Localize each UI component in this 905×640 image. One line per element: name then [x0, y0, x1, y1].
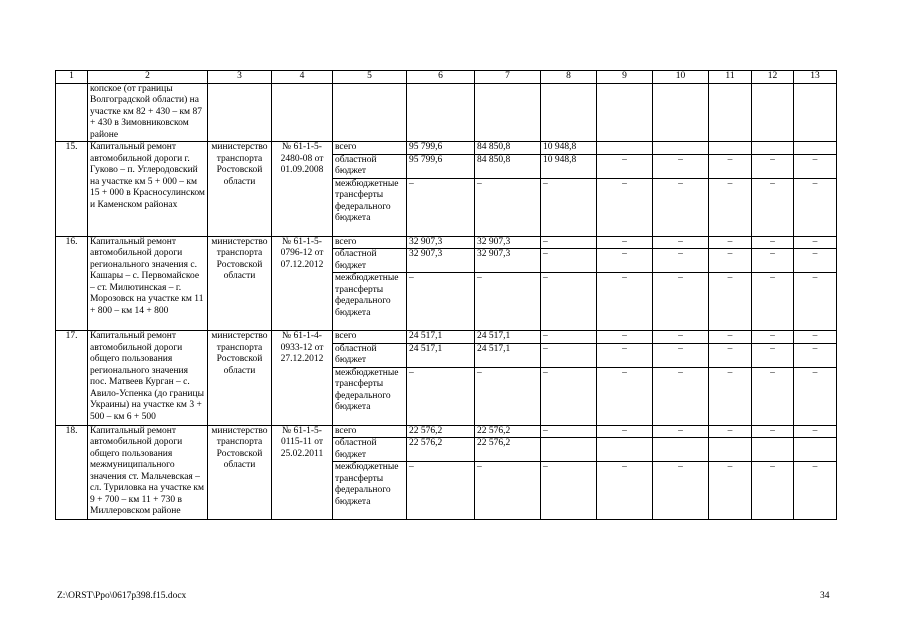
- header-cell: 1: [56, 71, 88, 84]
- amount-cell: 10 948,8: [541, 154, 597, 178]
- amount-cell: –: [709, 367, 752, 425]
- amount-cell: –: [541, 462, 597, 520]
- amount-cell: –: [752, 273, 794, 331]
- amount-cell: 32 907,3: [407, 236, 475, 249]
- amount-cell: –: [541, 343, 597, 367]
- empty-cell: [653, 83, 709, 142]
- amount-cell: –: [541, 367, 597, 425]
- document-cell: № 61-1-4-0933-12 от 27.12.2012: [272, 331, 333, 426]
- header-cell: 5: [333, 71, 407, 84]
- funding-source-cell: областной бюджет: [333, 343, 407, 367]
- funding-source-cell: областной бюджет: [333, 154, 407, 178]
- amount-cell: [597, 142, 653, 155]
- funding-source-cell: всего: [333, 425, 407, 438]
- amount-cell: [794, 142, 837, 155]
- header-cell: 3: [208, 71, 272, 84]
- header-cell: 10: [653, 71, 709, 84]
- row-number-cell: 18.: [56, 425, 88, 520]
- amount-cell: –: [597, 367, 653, 425]
- document-cell: № 61-1-5-0796-12 от 07.12.2012: [272, 236, 333, 331]
- amount-cell: –: [752, 343, 794, 367]
- amount-cell: –: [475, 367, 541, 425]
- table-row: [56, 236, 837, 249]
- organization-cell: министерство транспорта Ростовской области: [208, 425, 272, 520]
- amount-cell: –: [709, 178, 752, 236]
- amount-cell: –: [597, 154, 653, 178]
- amount-cell: –: [752, 249, 794, 273]
- amount-cell: –: [597, 249, 653, 273]
- amount-cell: –: [709, 154, 752, 178]
- document-cell: № 61-1-5-0115-11 от 25.02.2011: [272, 425, 333, 520]
- funding-source-cell: межбюджетные трансферты федерального бюджета: [333, 462, 407, 520]
- header-cell: 12: [752, 71, 794, 84]
- amount-cell: 10 948,8: [541, 142, 597, 155]
- amount-cell: 24 517,1: [475, 331, 541, 344]
- amount-cell: [709, 438, 752, 462]
- amount-cell: –: [597, 236, 653, 249]
- amount-cell: 22 576,2: [475, 425, 541, 438]
- amount-cell: –: [653, 154, 709, 178]
- amount-cell: [752, 438, 794, 462]
- amount-cell: –: [752, 367, 794, 425]
- amount-cell: –: [709, 236, 752, 249]
- amount-cell: [752, 142, 794, 155]
- amount-cell: –: [709, 331, 752, 344]
- funding-source-cell: межбюджетные трансферты федерального бюджета: [333, 178, 407, 236]
- document-cell: № 61-1-5-2480-08 от 01.09.2008: [272, 142, 333, 237]
- funding-source-cell: всего: [333, 142, 407, 155]
- amount-cell: –: [752, 462, 794, 520]
- amount-cell: 32 907,3: [475, 236, 541, 249]
- header-row: [56, 71, 837, 84]
- amount-cell: –: [794, 154, 837, 178]
- object-name-cell: Капитальный ремонт автомобильной дороги г. Гуково – п. Углеродовский на участке км 5 + 000 – км 15 + 000 в Красносулинском и Каменском районах: [88, 142, 208, 237]
- amount-cell: 22 576,2: [475, 438, 541, 462]
- amount-cell: 95 799,6: [407, 154, 475, 178]
- amount-cell: –: [653, 273, 709, 331]
- amount-cell: –: [752, 331, 794, 344]
- amount-cell: –: [752, 236, 794, 249]
- row-number-cell: [56, 83, 88, 142]
- budget-table: [55, 70, 837, 520]
- amount-cell: –: [597, 425, 653, 438]
- amount-cell: –: [794, 273, 837, 331]
- organization-cell: министерство транспорта Ростовской области: [208, 331, 272, 426]
- amount-cell: –: [709, 462, 752, 520]
- empty-cell: [333, 83, 407, 142]
- amount-cell: –: [541, 331, 597, 344]
- amount-cell: –: [541, 425, 597, 438]
- amount-cell: [541, 438, 597, 462]
- amount-cell: –: [475, 178, 541, 236]
- amount-cell: [709, 142, 752, 155]
- header-cell: 11: [709, 71, 752, 84]
- amount-cell: –: [597, 462, 653, 520]
- amount-cell: –: [597, 343, 653, 367]
- amount-cell: –: [794, 236, 837, 249]
- header-cell: 4: [272, 71, 333, 84]
- amount-cell: 24 517,1: [407, 343, 475, 367]
- header-cell: 13: [794, 71, 837, 84]
- table-row: [56, 331, 837, 344]
- amount-cell: –: [653, 249, 709, 273]
- file-path: Z:\ORST\Ppo\0617p398.f15.docx: [57, 591, 187, 601]
- amount-cell: –: [709, 425, 752, 438]
- amount-cell: –: [541, 236, 597, 249]
- continuation-row: [56, 83, 837, 142]
- row-number-cell: 17.: [56, 331, 88, 426]
- amount-cell: –: [794, 249, 837, 273]
- header-cell: 6: [407, 71, 475, 84]
- amount-cell: 32 907,3: [475, 249, 541, 273]
- empty-cell: [208, 83, 272, 142]
- funding-source-cell: межбюджетные трансферты федерального бюджета: [333, 367, 407, 425]
- empty-cell: [709, 83, 752, 142]
- amount-cell: –: [653, 343, 709, 367]
- amount-cell: –: [709, 343, 752, 367]
- amount-cell: –: [752, 178, 794, 236]
- object-name-cell: копское (от границы Волгоградской области) на участке км 82 + 430 – км 87 + 430 в Зимовниковском районе: [88, 83, 208, 142]
- amount-cell: 84 850,8: [475, 142, 541, 155]
- amount-cell: –: [752, 425, 794, 438]
- amount-cell: [794, 438, 837, 462]
- amount-cell: 24 517,1: [475, 343, 541, 367]
- header-cell: 2: [88, 71, 208, 84]
- row-number-cell: 16.: [56, 236, 88, 331]
- amount-cell: –: [709, 249, 752, 273]
- object-name-cell: Капитальный ремонт автомобильной дороги общего пользования регионального значения пос. Матвеев Курган – с. Авило-Успенка (до границы Украины) на участке км 3 + 500 – км 6 + 500: [88, 331, 208, 426]
- organization-cell: министерство транспорта Ростовской области: [208, 142, 272, 237]
- amount-cell: –: [752, 154, 794, 178]
- funding-source-cell: всего: [333, 236, 407, 249]
- amount-cell: [653, 438, 709, 462]
- empty-cell: [794, 83, 837, 142]
- amount-cell: 84 850,8: [475, 154, 541, 178]
- amount-cell: –: [597, 331, 653, 344]
- amount-cell: –: [653, 425, 709, 438]
- amount-cell: –: [794, 425, 837, 438]
- amount-cell: –: [653, 236, 709, 249]
- empty-cell: [752, 83, 794, 142]
- object-name-cell: Капитальный ремонт автомобильной дороги регионального значения с. Кашары – с. Первомайское – ст. Милютинская – г. Морозовск на участке км 11 + 800 – км 14 + 800: [88, 236, 208, 331]
- page-number: 34: [820, 591, 830, 601]
- amount-cell: –: [475, 273, 541, 331]
- empty-cell: [407, 83, 475, 142]
- amount-cell: –: [541, 178, 597, 236]
- funding-source-cell: областной бюджет: [333, 438, 407, 462]
- amount-cell: –: [597, 178, 653, 236]
- amount-cell: 24 517,1: [407, 331, 475, 344]
- amount-cell: –: [653, 178, 709, 236]
- amount-cell: –: [653, 462, 709, 520]
- header-cell: 9: [597, 71, 653, 84]
- table-row: [56, 425, 837, 438]
- amount-cell: 22 576,2: [407, 425, 475, 438]
- empty-cell: [541, 83, 597, 142]
- amount-cell: 95 799,6: [407, 142, 475, 155]
- amount-cell: –: [541, 273, 597, 331]
- object-name-cell: Капитальный ремонт автомобильной дороги общего пользования межмуниципального значения ст. Мальчевская – сл. Туриловка на участке км 9 + 700 – км 11 + 730 в Миллеровском районе: [88, 425, 208, 520]
- amount-cell: –: [794, 178, 837, 236]
- amount-cell: 32 907,3: [407, 249, 475, 273]
- amount-cell: –: [541, 249, 597, 273]
- empty-cell: [475, 83, 541, 142]
- organization-cell: министерство транспорта Ростовской области: [208, 236, 272, 331]
- amount-cell: –: [407, 367, 475, 425]
- amount-cell: –: [794, 462, 837, 520]
- funding-source-cell: межбюджетные трансферты федерального бюджета: [333, 273, 407, 331]
- amount-cell: [597, 438, 653, 462]
- amount-cell: –: [475, 462, 541, 520]
- amount-cell: –: [709, 273, 752, 331]
- empty-cell: [597, 83, 653, 142]
- funding-source-cell: областной бюджет: [333, 249, 407, 273]
- amount-cell: –: [653, 367, 709, 425]
- amount-cell: 22 576,2: [407, 438, 475, 462]
- amount-cell: –: [597, 273, 653, 331]
- table-row: [56, 142, 837, 155]
- amount-cell: –: [407, 178, 475, 236]
- row-number-cell: 15.: [56, 142, 88, 237]
- header-cell: 8: [541, 71, 597, 84]
- amount-cell: [653, 142, 709, 155]
- amount-cell: –: [407, 462, 475, 520]
- amount-cell: –: [794, 367, 837, 425]
- amount-cell: –: [653, 331, 709, 344]
- header-cell: 7: [475, 71, 541, 84]
- funding-source-cell: всего: [333, 331, 407, 344]
- amount-cell: –: [794, 343, 837, 367]
- empty-cell: [272, 83, 333, 142]
- amount-cell: –: [407, 273, 475, 331]
- amount-cell: –: [794, 331, 837, 344]
